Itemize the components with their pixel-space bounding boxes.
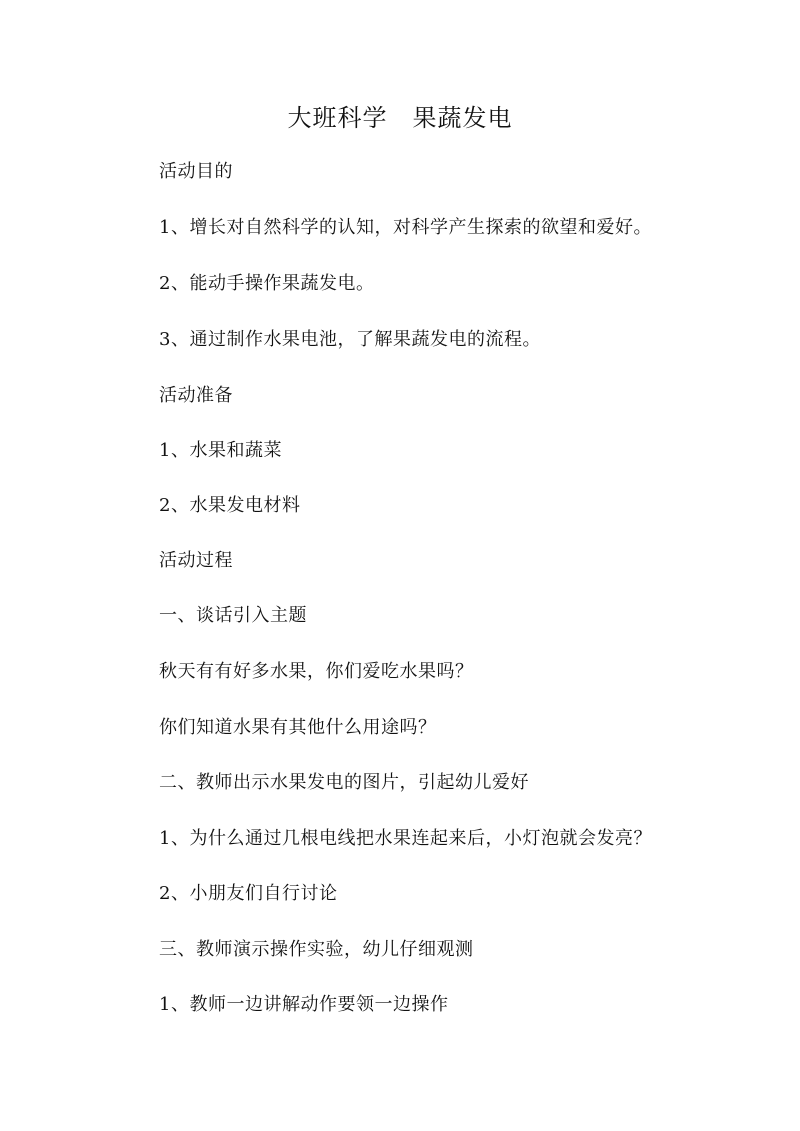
- paragraph-line: 2、水果发电材料: [159, 495, 301, 516]
- section-heading-preparation: 活动准备: [159, 385, 233, 406]
- paragraph-line: 秋天有有好多水果，你们爱吃水果吗？: [159, 661, 474, 682]
- paragraph-line: 1、教师一边讲解动作要领一边操作: [159, 994, 449, 1015]
- paragraph-line: 3、通过制作水果电池，了解果蔬发电的流程。: [159, 329, 541, 350]
- paragraph-line: 三、教师演示操作实验，幼儿仔细观测: [159, 939, 474, 960]
- paragraph-line: 1、增长对自然科学的认知，对科学产生探索的欲望和爱好。: [159, 217, 652, 238]
- paragraph-line: 1、水果和蔬菜: [159, 440, 282, 461]
- document-title: 大班科学 果蔬发电: [287, 104, 513, 132]
- paragraph-line: 你们知道水果有其他什么用途吗？: [159, 717, 437, 738]
- paragraph-line: 一、谈话引入主题: [159, 605, 307, 626]
- section-heading-purpose: 活动目的: [159, 161, 233, 182]
- paragraph-line: 二、教师出示水果发电的图片，引起幼儿爱好: [159, 772, 529, 793]
- section-heading-process: 活动过程: [159, 550, 233, 571]
- paragraph-line: 2、能动手操作果蔬发电。: [159, 273, 375, 294]
- paragraph-line: 1、为什么通过几根电线把水果连起来后，小灯泡就会发亮？: [159, 828, 652, 849]
- paragraph-line: 2、小朋友们自行讨论: [159, 883, 338, 904]
